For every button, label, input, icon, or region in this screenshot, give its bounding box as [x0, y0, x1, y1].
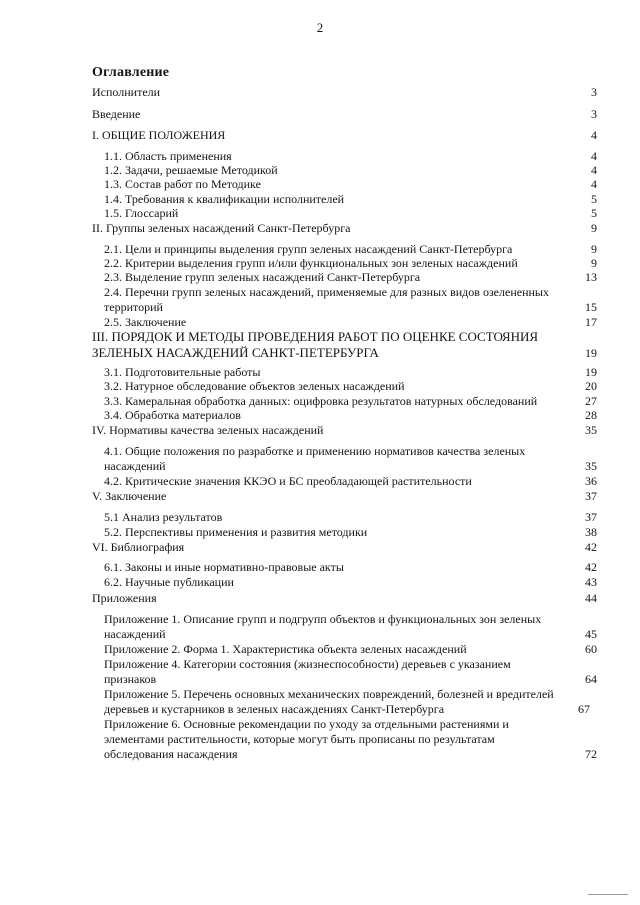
- toc-entry-page: 4: [591, 149, 597, 163]
- toc-entry-title: 3.4. Обработка материалов: [104, 408, 241, 422]
- toc-entry-page: 5: [591, 192, 597, 206]
- toc-entry-title: II. Группы зеленых насаждений Санкт-Петербурга: [92, 221, 351, 235]
- page-number: 2: [316, 20, 324, 35]
- toc-entry-title-continued: насаждений: [104, 459, 166, 473]
- toc-entry-page: 60: [585, 642, 597, 656]
- toc-entry-page: 3: [591, 107, 597, 121]
- scan-edge-mark: [588, 894, 628, 901]
- toc-entry-page: 37: [585, 489, 597, 503]
- toc-entry-page: 36: [585, 474, 597, 488]
- toc-entry-title: Приложение 2. Форма 1. Характеристика объекта зеленых насаждений: [104, 642, 467, 656]
- toc-entry-title: Исполнители: [92, 85, 161, 99]
- toc-entry-page: 13: [585, 270, 597, 284]
- toc-entry-title: 2.1. Цели и принципы выделения групп зеленых насаждений Санкт-Петербурга: [104, 242, 513, 256]
- toc-entry-title: III. ПОРЯДОК И МЕТОДЫ ПРОВЕДЕНИЯ РАБОТ ПО ОЦЕНКЕ СОСТОЯНИЯ: [92, 329, 539, 344]
- toc-entry-title-continued: насаждений: [104, 627, 166, 641]
- toc-entry-title: V. Заключение: [92, 489, 167, 503]
- toc-entry-title: Приложение 1. Описание групп и подгрупп объектов и функциональных зон зеленых: [104, 612, 542, 626]
- toc-entry-page: 45: [585, 627, 597, 641]
- toc-entry-title: Приложения: [92, 591, 157, 605]
- toc-entry-page: 37: [585, 510, 597, 524]
- toc-entry-title: 1.5. Глоссарий: [104, 206, 179, 220]
- toc-entry-page: 72: [585, 747, 597, 761]
- toc-entry-title: 1.1. Область применения: [104, 149, 232, 163]
- toc-entry-title-continued: территорий: [104, 300, 163, 314]
- toc-entry-page: 44: [585, 591, 597, 605]
- toc-entry-page: 35: [585, 423, 597, 437]
- toc-entry-title-continued: обследования насаждения: [104, 747, 238, 761]
- toc-entry-page: 38: [585, 525, 597, 539]
- toc-entry-title: 5.2. Перспективы применения и развития методики: [104, 525, 368, 539]
- toc-entry-title: 2.2. Критерии выделения групп и/или функциональных зон зеленых насаждений: [104, 256, 518, 270]
- toc-entry-page: 42: [585, 540, 597, 554]
- toc-entry-title: 3.3. Камеральная обработка данных: оцифровка результатов натурных обследований: [104, 394, 538, 408]
- toc-entry-title: 3.1. Подготовительные работы: [104, 365, 261, 379]
- toc-entry-title-continued: ЗЕЛЕНЫХ НАСАЖДЕНИЙ САНКТ-ПЕТЕРБУРГА: [92, 345, 379, 360]
- toc-entry-title: I. ОБЩИЕ ПОЛОЖЕНИЯ: [92, 128, 226, 142]
- toc-entry-title-continued: признаков: [104, 672, 157, 686]
- toc-entry-title: 6.1. Законы и иные нормативно-правовые акты: [104, 560, 344, 574]
- toc-entry-title: 6.2. Научные публикации: [104, 575, 234, 589]
- toc-entry-title: 1.3. Состав работ по Методике: [104, 177, 261, 191]
- toc-entry-title: Приложение 4. Категории состояния (жизнеспособности) деревьев с указанием: [104, 657, 511, 671]
- toc-entry-page: 4: [591, 128, 597, 142]
- toc-entry-title: 2.3. Выделение групп зеленых насаждений Санкт-Петербурга: [104, 270, 421, 284]
- toc-entry-page: 5: [591, 206, 597, 220]
- toc-entry-title: 2.4. Перечни групп зеленых насаждений, применяемые для разных видов озелененных: [104, 285, 549, 299]
- toc-entry-page: 3: [591, 85, 597, 99]
- toc-entry-page: 17: [585, 315, 597, 329]
- toc-entry-page: 35: [585, 459, 597, 473]
- toc-heading: Оглавление: [92, 65, 170, 80]
- toc-entry-page: 19: [585, 365, 597, 379]
- toc-entry-page: 4: [591, 177, 597, 191]
- toc-entry-page: 15: [585, 300, 597, 314]
- toc-entry-title: IV. Нормативы качества зеленых насаждений: [92, 423, 324, 437]
- toc-entry-page: 4: [591, 163, 597, 177]
- toc-entry-page: 19: [585, 346, 597, 360]
- toc-entry-title: Приложение 6. Основные рекомендации по уходу за отдельными растениями и: [104, 717, 509, 731]
- toc-entry-title: VI. Библиография: [92, 540, 185, 554]
- toc-entry-title: Приложение 5. Перечень основных механических повреждений, болезней и вредителей: [104, 687, 554, 701]
- toc-entry-title: 4.1. Общие положения по разработке и применению нормативов качества зеленых: [104, 444, 526, 458]
- toc-entry-title: 1.4. Требования к квалификации исполнителей: [104, 192, 345, 206]
- toc-entry-page: 67: [578, 702, 590, 716]
- toc-entry-page: 28: [585, 408, 597, 422]
- toc-entry-page: 20: [585, 379, 597, 393]
- toc-entry-title: 3.2. Натурное обследование объектов зеленых насаждений: [104, 379, 405, 393]
- toc-entry-page: 27: [585, 394, 597, 408]
- toc-entry-page: 64: [585, 672, 597, 686]
- toc-entry-page: 9: [591, 256, 597, 270]
- toc-entry-page: 9: [591, 242, 597, 256]
- toc-entry-title: 4.2. Критические значения ККЭО и БС преобладающей растительности: [104, 474, 472, 488]
- toc-entry-title: Введение: [92, 107, 141, 121]
- toc-entry-title: 2.5. Заключение: [104, 315, 187, 329]
- toc-entry-title-continued: деревьев и кустарников в зеленых насаждениях Санкт-Петербурга: [104, 702, 445, 716]
- toc-entry-page: 43: [585, 575, 597, 589]
- toc-entry-title: 1.2. Задачи, решаемые Методикой: [104, 163, 278, 177]
- toc-entry-title-continued: элементами растительности, которые могут быть прописаны по результатам: [104, 732, 495, 746]
- toc-entry-page: 9: [591, 221, 597, 235]
- toc-entry-title: 5.1 Анализ результатов: [104, 510, 223, 524]
- toc-entry-page: 42: [585, 560, 597, 574]
